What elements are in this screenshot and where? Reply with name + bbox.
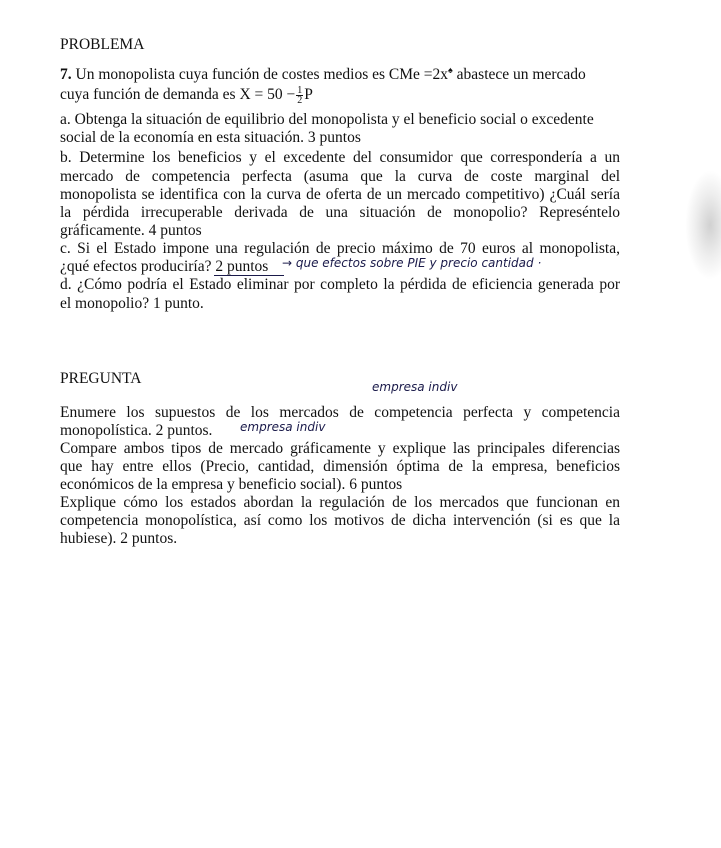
part-c-line-2: ¿qué efectos produciría? 2 puntos xyxy=(60,258,269,275)
handwritten-note-mid: empresa indiv xyxy=(240,420,326,434)
pregunta-line-3: Compare ambos tipos de mercado gráficamente y explique las principales diferencias xyxy=(60,440,620,457)
pregunta-line-4: que hay entre ellos (Precio, cantidad, dimensión óptima de la empresa, beneficios xyxy=(60,458,620,475)
cost-exponent: ♠ xyxy=(448,65,453,75)
part-b-line-2: mercado de competencia perfecta (asuma que la curva de coste marginal del xyxy=(60,168,620,185)
pregunta-line-7: competencia monopolística, así como los motivos de dicha intervención (si es que la xyxy=(60,512,620,529)
part-a-line-2: social de la economía en esta situación. 3 puntos xyxy=(60,129,361,146)
question-7-line-1 xyxy=(60,62,620,83)
fraction-denominator: 2 xyxy=(297,95,303,106)
pregunta-line-8: hubiese). 2 puntos. xyxy=(60,530,178,547)
demand-text: cuya función de demanda es X = 50 − xyxy=(60,86,296,104)
part-b-line-4: la pérdida irrecuperable derivada de una situación de monopolio? Represéntelo xyxy=(60,204,620,221)
handwritten-note-part-c: → que efectos sobre PIE y precio cantidad · xyxy=(282,256,542,270)
pregunta-line-2: monopolística. 2 puntos. xyxy=(60,422,213,439)
problema-heading: PROBLEMA xyxy=(60,36,145,53)
part-d-line-1: d. ¿Cómo podría el Estado eliminar por completo la pérdida de eficiencia generada por xyxy=(60,276,620,293)
part-b-line-1: b. Determine los beneficios y el excedente del consumidor que correspondería a un xyxy=(60,149,620,166)
line1-end: abastece un mercado xyxy=(452,66,586,84)
pregunta-line-6: Explique cómo los estados abordan la regulación de los mercados que funcionan en xyxy=(60,494,620,511)
cost-function-text: Un monopolista cuya función de costes medios es CMe =2x xyxy=(71,66,448,84)
part-b-line-3: monopolista se identifica con la curva de oferta de un mercado competitivo) ¿Cuál sería xyxy=(60,186,620,203)
scan-smudge xyxy=(685,170,721,280)
part-a-line-1: a. Obtenga la situación de equilibrio del monopolista y el beneficio social o excedente xyxy=(60,111,594,128)
demand-function-line xyxy=(60,86,620,105)
part-c-line-1: c. Si el Estado impone una regulación de precio máximo de 70 euros al monopolista, xyxy=(60,240,620,257)
demand-price-symbol: P xyxy=(304,86,313,104)
question-number: 7. xyxy=(60,66,72,84)
pregunta-heading: PREGUNTA xyxy=(60,370,142,387)
pregunta-line-1: Enumere los supuestos de los mercados de competencia perfecta y competencia xyxy=(60,404,620,421)
pregunta-line-5: económicos de la empresa y beneficio social). 6 puntos xyxy=(60,476,403,493)
fraction-numerator: 1 xyxy=(297,85,303,96)
part-b-line-5: gráficamente. 4 puntos xyxy=(60,222,202,239)
part-d-line-2: el monopolio? 1 punto. xyxy=(60,295,204,312)
demand-fraction xyxy=(296,86,303,105)
handwritten-note-top: empresa indiv xyxy=(372,380,458,394)
